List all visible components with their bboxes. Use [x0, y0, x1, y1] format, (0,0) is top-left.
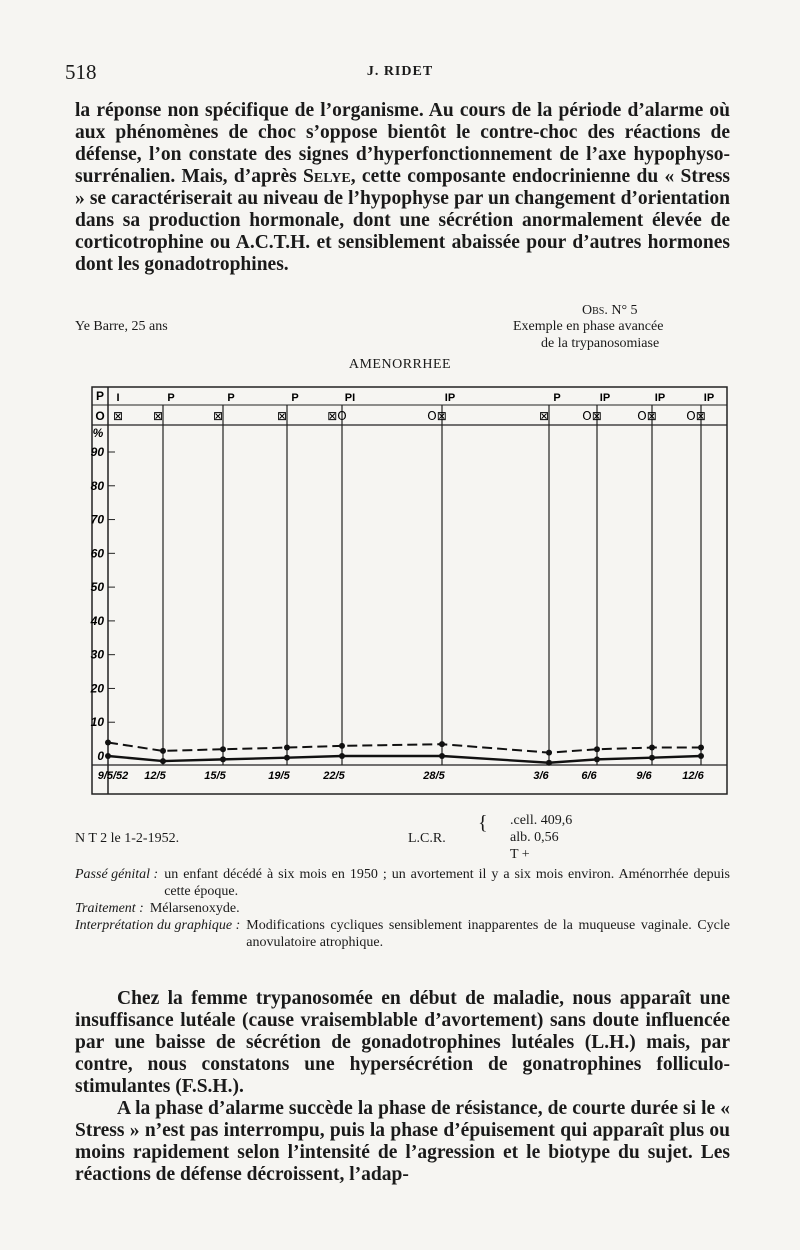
lcr-cell: .cell. 409,6	[510, 813, 573, 828]
series-point	[546, 750, 552, 756]
series-point	[339, 743, 345, 749]
x-tick-label: 6/6	[581, 770, 597, 782]
series-point	[439, 741, 445, 747]
y-tick-label: 70	[90, 512, 104, 527]
chart-frame	[92, 387, 727, 794]
top-marker: IP	[654, 392, 666, 404]
series-point	[594, 746, 600, 752]
series-point	[284, 755, 290, 761]
series-point	[220, 756, 226, 762]
lcr-brace: {	[478, 812, 488, 834]
row-label-o: O	[95, 409, 105, 423]
example-line-2: de la trypanosomiase	[541, 336, 660, 351]
series-point	[649, 755, 655, 761]
top-marker: P	[167, 392, 175, 404]
top-marker: P	[227, 392, 235, 404]
row2-marker: ⊠	[276, 409, 288, 423]
lcr-t: T +	[510, 847, 530, 862]
top-marker: IP	[444, 392, 456, 404]
passe-genital: Passé génital : un enfant décédé à six mois en 1950 ; un avortement il y a six mois environ. Aménorrhée depuis cette époque.	[75, 867, 730, 899]
y-tick-label: 10	[90, 715, 104, 730]
y-tick-label: 60	[90, 546, 104, 561]
top-marker: P	[553, 392, 561, 404]
patient-label: Ye Barre, 25 ans	[75, 319, 168, 334]
top-marker: P	[291, 392, 299, 404]
chart-title: AMENORRHEE	[348, 357, 452, 372]
row2-marker: ⊠	[152, 409, 164, 423]
top-marker: I	[116, 392, 120, 404]
series-dashed-line	[108, 742, 701, 752]
running-head: J. RIDET	[366, 64, 434, 79]
x-tick-label: 3/6	[533, 770, 549, 782]
top-marker: PI	[344, 392, 356, 404]
row2-marker: O⊠	[686, 409, 706, 423]
x-tick-label: 19/5	[268, 770, 290, 782]
y-tick-label: 20	[90, 681, 104, 696]
row2-marker: O⊠	[427, 409, 447, 423]
row2-marker: ⊠	[112, 409, 124, 423]
x-tick-label: 22/5	[323, 770, 345, 782]
y-tick-label: 80	[90, 478, 104, 493]
row2-marker: O⊠	[637, 409, 657, 423]
series-point	[649, 745, 655, 751]
series-point	[698, 753, 704, 759]
interpretation: Interprétation du graphique : Modifications cycliques sensiblement inapparentes de la muqueuse vaginale. Cycle anovulatoire atrophique.	[75, 918, 730, 950]
y-tick-label: 30	[90, 647, 104, 662]
y-tick-label: 90	[90, 445, 104, 459]
x-tick-label: 15/5	[204, 770, 226, 782]
series-point	[546, 760, 552, 766]
series-point	[105, 739, 111, 745]
paragraph-3: A la phase d’alarme succède la phase de résistance, de courte durée si le « Stress » n’est pas interrompu, puis la phase d’épuisement qui apparaît plus ou moins rapidement selon l’intensité de l’agression et le biotype du sujet. Les réactions de défense décroissent, l’adap-	[75, 1098, 730, 1185]
row2-marker: ⊠	[538, 409, 550, 423]
x-tick-label: 9/6	[636, 770, 652, 782]
top-marker: IP	[599, 392, 611, 404]
series-point	[439, 753, 445, 759]
y-tick-label: 50	[90, 580, 104, 595]
y-unit-label: %	[92, 426, 104, 440]
obs-number: Obs. N° 5	[582, 303, 638, 318]
x-tick-label: 28/5	[423, 770, 445, 782]
x-tick-label: 12/5	[144, 770, 166, 782]
lcr-alb: alb. 0,56	[510, 830, 559, 845]
series-point	[160, 758, 166, 764]
series-point	[105, 753, 111, 759]
series-point	[284, 745, 290, 751]
paragraph-2: Chez la femme trypanosomée en début de maladie, nous apparaît une insuffisance lutéale (cause vraisemblable d’avortement) sans doute influencée par une baisse de sécrétion de gonadotrophines lutéales (L.H.) mais, par contre, nous constatons une hypersécrétion de gonatrophines folliculo-stimulantes (F.S.H.).	[75, 988, 730, 1097]
paragraph-1: la réponse non spécifique de l’organisme. Au cours de la période d’alarme où aux phénomènes de choc s’oppose bientôt le contre-choc des réactions de défense, l’on constate des signes d’hyperfonctionnement de l’axe hypophyso-surrénalien. Mais, d’après Selye, cette composante endocrinienne du « Stress » se caractériserait au niveau de l’hypophyse par un changement d’orientation dans sa production hormonale, dont une sécrétion anormalement élevée de corticotrophine ou A.C.T.H. et sensiblement abaissée pour d’autres hormones dont les gonadotrophines.	[75, 100, 731, 275]
top-marker: IP	[703, 392, 715, 404]
x-tick-label: 12/6	[682, 770, 704, 782]
traitement: Traitement : Mélarsenoxyde.	[75, 901, 240, 916]
y-tick-label: 0	[97, 749, 104, 763]
page-number: 518	[65, 60, 97, 84]
series-point	[594, 756, 600, 762]
series-point	[220, 746, 226, 752]
nt-line: N T 2 le 1-2-1952.	[75, 831, 180, 846]
row2-marker: ⊠O	[327, 409, 347, 423]
series-point	[160, 748, 166, 754]
row2-marker: ⊠	[212, 409, 224, 423]
author-selye: Selye,	[303, 166, 356, 187]
example-line-1: Exemple en phase avancée	[513, 319, 664, 334]
lcr-label: L.C.R.	[408, 831, 446, 846]
figure-notes	[75, 866, 730, 951]
series-point	[698, 745, 704, 751]
x-tick-label: 9/5/52	[97, 770, 129, 782]
row-label-p: P	[95, 389, 105, 403]
series-solid-line	[108, 756, 701, 763]
lcr-values	[510, 812, 572, 863]
series-point	[339, 753, 345, 759]
row2-marker: O⊠	[582, 409, 602, 423]
y-tick-label: 40	[90, 613, 104, 628]
